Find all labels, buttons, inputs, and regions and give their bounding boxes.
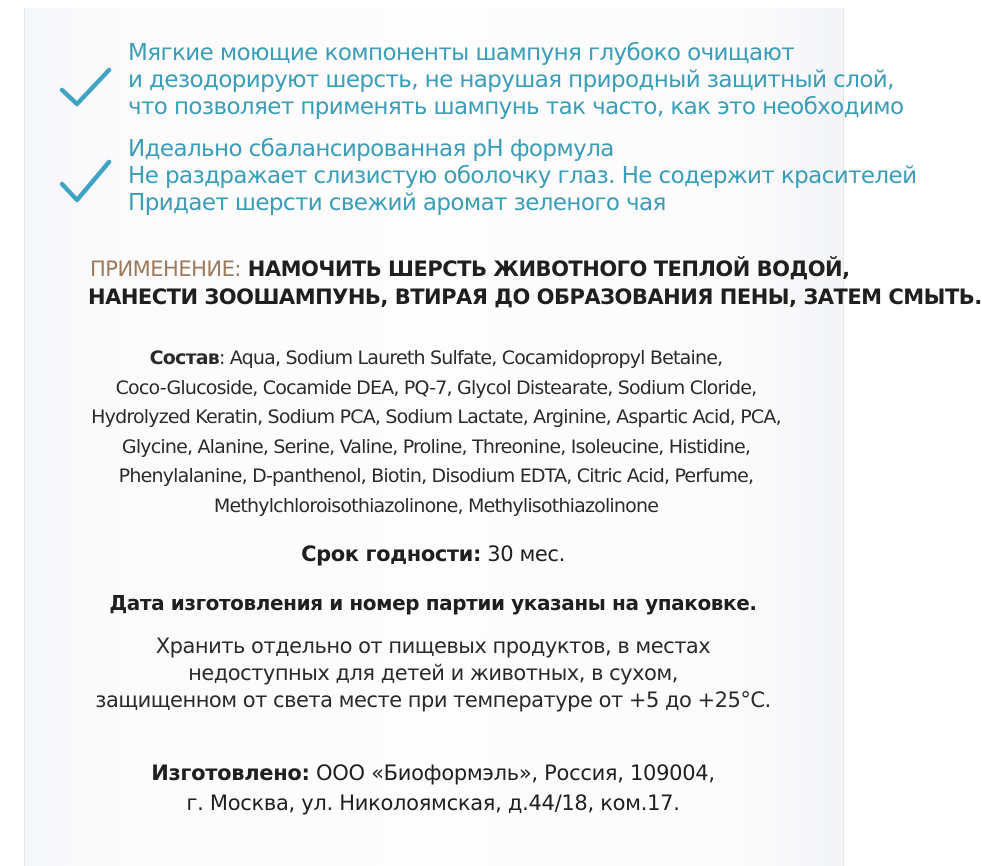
shelf-life-value: 30 мес. [481, 542, 565, 566]
usage-heading: ПРИМЕНЕНИЕ: [90, 257, 241, 281]
usage-line-1 [90, 255, 982, 283]
storage-line: Хранить отдельно от пищевых продуктов, в местах [155, 634, 711, 658]
benefit-line: Придает шерсти свежий аромат зеленого чая [128, 190, 666, 216]
benefit-text [128, 136, 916, 217]
manufacturer-name: ООО «Биоформэль», Россия, 109004, [309, 761, 715, 785]
usage-line-2: НАНЕСТИ ЗООШАМПУНЬ, ВТИРАЯ ДО ОБРАЗОВАНИЯ ПЕНЫ, ЗАТЕМ СМЫТЬ. [88, 285, 982, 309]
batch-note: Дата изготовления и номер партии указаны на упаковке. [109, 591, 757, 615]
composition-line: Hydrolyzed Keratin, Sodium PCA, Sodium Lactate, Arginine, Aspartic Acid, PCA, [91, 406, 781, 428]
storage-section [0, 633, 866, 714]
benefit-text [128, 40, 904, 121]
usage-text: НАМОЧИТЬ ШЕРСТЬ ЖИВОТНОГО ТЕПЛОЙ ВОДОЙ, [247, 257, 850, 281]
usage-section [90, 255, 982, 311]
storage-line: защищенном от света месте при температуре от +5 до +25°С. [95, 688, 771, 712]
manufacturer-section [0, 758, 866, 818]
benefit-line: и дезодорируют шерсть, не нарушая природный защитный слой, [128, 67, 894, 93]
shelf-life-label: Срок годности: [301, 542, 481, 566]
checkmark-icon [60, 66, 112, 112]
manufacturer-line-1 [0, 758, 866, 788]
benefit-line: Мягкие моющие компоненты шампуня глубоко очищают [128, 40, 795, 66]
manufacturer-label: Изготовлено: [151, 761, 310, 785]
composition-label: Состав [149, 347, 219, 369]
benefit-line: Не раздражает слизистую оболочку глаз. Не содержит красителей [128, 163, 917, 189]
composition-line: Coco-Glucoside, Cocamide DEA, PQ-7, Glycol Distearate, Sodium Cloride, [115, 376, 757, 399]
composition-line: Glycine, Alanine, Serine, Valine, Proline, Threonine, Isoleucine, Histidine, [121, 435, 751, 458]
shelf-life [0, 542, 866, 566]
composition-line: Phenylalanine, D-panthenol, Biotin, Disodium EDTA, Citric Acid, Perfume, [118, 465, 754, 487]
benefit-line: что позволяет применять шампунь так часто, как это необходимо [128, 94, 904, 120]
checkmark-icon [60, 158, 112, 208]
composition-line [86, 344, 786, 374]
composition-section [86, 344, 786, 521]
composition-text: : Aqua, Sodium Laureth Sulfate, Cocamidopropyl Betaine, [218, 347, 723, 369]
manufacturer-address: г. Москва, ул. Николоямская, д.44/18, ком.17. [186, 791, 680, 815]
benefit-line: Идеально сбалансированная pH формула [128, 136, 614, 162]
composition-line: Methylchloroisothiazolinone, Methylisothiazolinone [213, 494, 659, 517]
storage-line: недоступных для детей и животных, в сухом, [188, 661, 678, 685]
